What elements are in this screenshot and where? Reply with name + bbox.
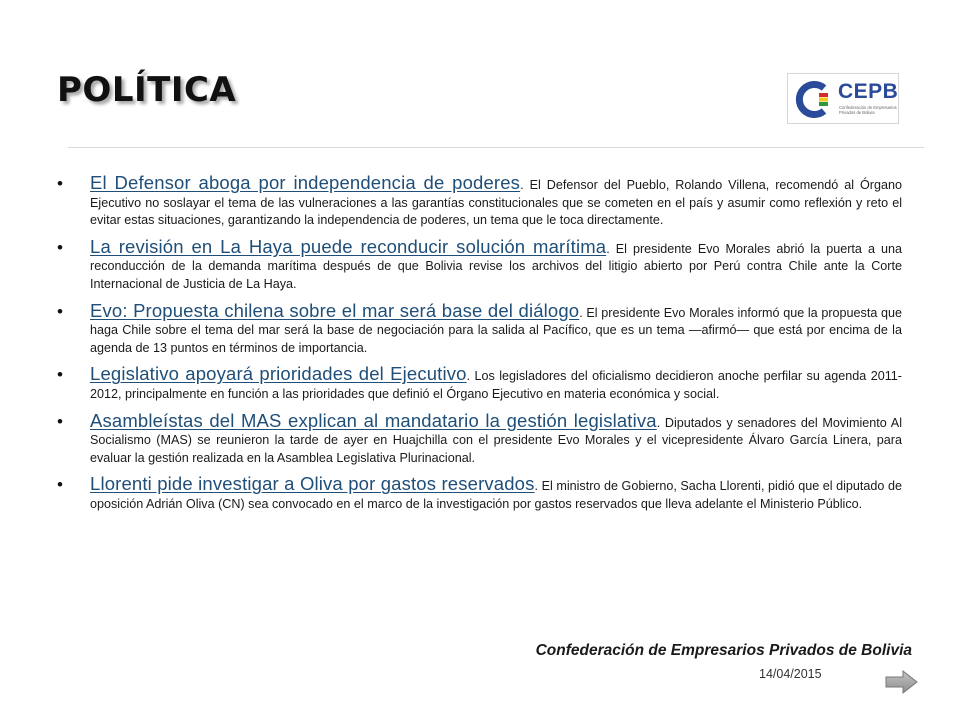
news-headline-link[interactable]: Evo: Propuesta chilena sobre el mar será base del diálogo	[90, 299, 580, 321]
news-headline-link[interactable]: La revisión en La Haya puede reconducir solución marítima	[90, 235, 607, 257]
news-body: El ministro de Gobierno, Sacha Llorenti, pidió que el diputado de oposición Adrián Oliva (CN) sea convocado en el marco de la investigación por gastos reservados que lleva adelante el Ministerio Público.	[90, 479, 903, 511]
news-headline-link[interactable]: Llorenti pide investigar a Oliva por gastos reservados	[90, 473, 535, 495]
footer-organization: Confederación de Empresarios Privados de Bolivia	[535, 642, 912, 659]
news-bullet-list	[56, 174, 902, 522]
bullet-dot-icon: •	[57, 475, 63, 495]
list-item: • Evo: Propuesta chilena sobre el mar será base del diálogo. El presidente Evo Morales informó que la propuesta que haga Chile sobre el tema del mar será la base de negociación para la salida al Pacífico, que es un tema —afirmó— que está por encima de la agenda de 13 puntos en términos de importancia.	[57, 299, 903, 355]
bullet-dot-icon: •	[57, 174, 63, 193]
news-headline-link[interactable]: El Defensor aboga por independencia de poderes	[90, 172, 521, 193]
list-item: • Legislativo apoyará prioridades del Ejecutivo. Los legisladores del oficialismo decidieron anoche perfilar su agenda 2011-2012, principalmente en función a las prioridades que definió el Órgano Ejecutivo en materia económica y social.	[57, 363, 902, 401]
next-arrow-icon	[884, 668, 920, 696]
cepb-logo-icon	[788, 74, 838, 125]
cepb-logo	[787, 73, 899, 124]
list-item: • La revisión en La Haya puede reconducir solución marítima. El presidente Evo Morales abrió la puerta a una reconducción de la demanda marítima después de que Bolivia revise los archivos del litigio abierto por Perú contra Chile ante la Corte Internacional de Justicia de La Haya.	[57, 235, 903, 291]
slide-title: POLÍTICA	[57, 70, 237, 110]
logo-subtitle: Confederación de Empresarios Privados de Bolivia	[839, 105, 897, 115]
news-headline-link[interactable]: Legislativo apoyará prioridades del Ejecutivo	[90, 363, 467, 385]
logo-text: CEPB	[838, 80, 899, 103]
news-headline-link[interactable]: Asambleístas del MAS explican al mandatario la gestión legislativa	[90, 409, 657, 431]
bullet-dot-icon: •	[57, 301, 63, 321]
header-divider	[68, 147, 924, 148]
news-body: Los legisladores del oficialismo decidieron anoche perfilar su agenda 2011-2012, principalmente en función a las prioridades que definió el Órgano Ejecutivo en materia económica y social.	[90, 369, 902, 401]
list-item: • Llorenti pide investigar a Oliva por gastos reservados. El ministro de Gobierno, Sacha Llorenti, pidió que el diputado de oposición Adrián Oliva (CN) sea convocado en el marco de la investigación por gastos reservados que lleva adelante el Ministerio Público.	[57, 473, 903, 511]
bullet-dot-icon: •	[57, 365, 63, 385]
next-slide-button[interactable]	[884, 668, 920, 696]
news-body: Diputados y senadores del Movimiento Al Socialismo (MAS) se reunieron la tarde de ayer en Huajchilla con el presidente Evo Morales y el vicepresidente Álvaro García Linera, para evaluar la gestión realizada en la Asamblea Legislativa Plurinacional.	[90, 415, 902, 465]
bullet-dot-icon: •	[57, 237, 63, 257]
news-body: El presidente Evo Morales informó que la propuesta que haga Chile sobre el tema del mar será la base de negociación para la salida al Pacífico, que es un tema —afirmó— que está por encima de la agenda de 13 puntos en términos de importancia.	[90, 305, 903, 355]
news-body: El Defensor del Pueblo, Rolando Villena, recomendó al Órgano Ejecutivo no soslayar el tema de las vulneraciones a las garantías constitucionales que se cometen en el país y asumir como reflexión y reto el evitar estas situaciones, garantizando la independencia de poderes, un tema que le toca directamente.	[90, 178, 902, 228]
footer-date: 14/04/2015	[759, 667, 822, 681]
news-body: El presidente Evo Morales abrió la puerta a una reconducción de la demanda marítima después de que Bolivia revise los archivos del litigio abierto por Perú contra Chile ante la Corte Internacional de Justicia de La Haya.	[90, 241, 903, 291]
list-item: • El Defensor aboga por independencia de poderes. El Defensor del Pueblo, Rolando Villena, recomendó al Órgano Ejecutivo no soslayar el tema de las vulneraciones a las garantías constitucionales que se cometen en el país y asumir como reflexión y reto el evitar estas situaciones, garantizando la independencia de poderes, un tema que le toca directamente.	[57, 172, 902, 228]
list-item: • Asambleístas del MAS explican al mandatario la gestión legislativa. Diputados y senadores del Movimiento Al Socialismo (MAS) se reunieron la tarde de ayer en Huajchilla con el presidente Evo Morales y el vicepresidente Álvaro García Linera, para evaluar la gestión realizada en la Asamblea Legislativa Plurinacional.	[57, 409, 902, 465]
bullet-dot-icon: •	[57, 411, 63, 431]
